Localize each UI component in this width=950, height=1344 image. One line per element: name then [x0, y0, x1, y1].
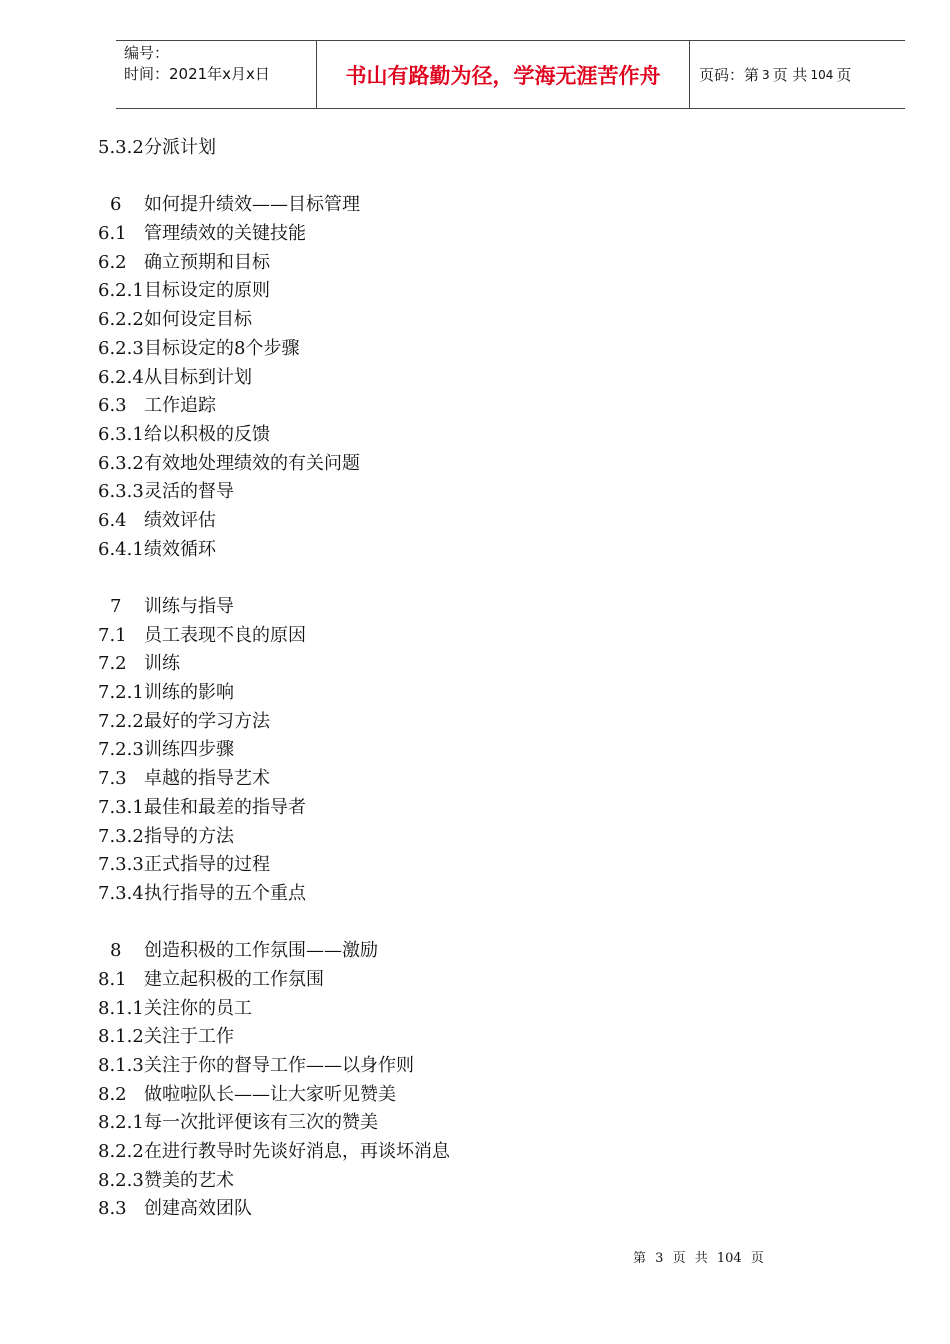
footer-p2: 页 [672, 1251, 686, 1266]
toc-entry-title: 在进行教导时先谈好消息，再谈坏消息 [144, 1141, 450, 1163]
toc-entry-number: 7.3.3 [98, 854, 144, 876]
toc-entry [98, 650, 798, 679]
toc-entry [98, 966, 798, 995]
toc-entry [98, 249, 798, 278]
toc-entry-title: 创造积极的工作氛围——激励 [144, 940, 378, 962]
toc-entry [98, 1167, 798, 1196]
table-of-contents [98, 134, 798, 1224]
toc-entry [98, 507, 798, 536]
toc-entry-number: 7.2.1 [98, 682, 144, 704]
toc-entry-title: 执行指导的五个重点 [144, 882, 306, 904]
toc-entry-title: 指导的方法 [144, 825, 234, 847]
footer-current: 3 [655, 1251, 664, 1266]
toc-entry-number: 6.2.2 [98, 309, 144, 331]
toc-entry [98, 1023, 798, 1052]
toc-entry-title: 训练四步骤 [144, 739, 234, 761]
toc-entry-number: 6 [110, 194, 122, 216]
footer-p1: 第 [633, 1251, 647, 1266]
toc-entry-title: 分派计划 [144, 137, 216, 158]
toc-spacer [98, 909, 798, 938]
toc-entry-number: 7.3.2 [98, 825, 144, 847]
toc-entry [98, 1138, 798, 1167]
page-total: 104 [810, 67, 834, 82]
toc-entry-number: 5.3.2 [98, 137, 144, 158]
toc-entry-title: 确立预期和目标 [144, 251, 270, 273]
toc-entry-number: 8.2.2 [98, 1141, 144, 1163]
doc-time-label: 时间：2021年x月x日 [124, 65, 270, 83]
toc-entry-number: 8 [110, 940, 122, 962]
toc-entry-title: 最佳和最差的指导者 [144, 796, 306, 818]
toc-entry [98, 823, 798, 852]
toc-entry-title: 绩效循环 [144, 538, 216, 560]
toc-entry-title: 训练的影响 [144, 682, 234, 704]
toc-entry-number: 6.3.2 [98, 452, 144, 474]
page-suffix: 页 [836, 66, 852, 84]
toc-entry [98, 736, 798, 765]
toc-entry-title: 卓越的指导艺术 [144, 768, 270, 790]
page-header [116, 40, 905, 109]
toc-entry-number: 8.1.3 [98, 1055, 144, 1076]
header-page-info [690, 41, 905, 108]
toc-entry-title: 做啦啦队长——让大家听见赞美 [144, 1083, 396, 1105]
toc-entry-title: 正式指导的过程 [144, 854, 270, 876]
toc-entry-number: 6.4.1 [98, 538, 144, 560]
toc-entry [98, 851, 798, 880]
toc-entry-number: 7.2 [98, 653, 127, 675]
toc-entry-title: 关注于你的督导工作——以身作则 [144, 1055, 414, 1076]
toc-entry [98, 277, 798, 306]
toc-entry-title: 如何设定目标 [144, 309, 252, 331]
toc-entry [98, 679, 798, 708]
toc-entry [98, 478, 798, 507]
toc-entry-number: 8.1 [98, 968, 127, 990]
toc-entry-title: 训练 [144, 653, 180, 675]
toc-entry [98, 708, 798, 737]
toc-entry-title: 灵活的督导 [144, 481, 234, 503]
toc-entry-title: 关注于工作 [144, 1026, 234, 1048]
toc-entry-title: 训练与指导 [144, 596, 234, 617]
toc-entry-number: 8.2.3 [98, 1169, 144, 1191]
toc-entry [98, 1195, 798, 1224]
toc-entry-title: 目标设定的原则 [144, 280, 270, 302]
toc-entry [98, 622, 798, 651]
toc-entry-number: 8.2.1 [98, 1112, 144, 1134]
toc-entry-number: 7.3 [98, 768, 127, 790]
page-mid: 页 共 [772, 66, 808, 84]
doc-number-label: 编号： [124, 44, 170, 62]
footer-p4: 页 [750, 1251, 764, 1266]
toc-entry-number: 6.3 [98, 395, 127, 417]
toc-entry-number: 6.2.1 [98, 280, 144, 302]
toc-entry [98, 421, 798, 450]
toc-entry-title: 员工表现不良的原因 [144, 624, 306, 646]
toc-entry-number: 6.3.1 [98, 423, 144, 445]
toc-entry-title: 工作追踪 [144, 395, 216, 417]
toc-entry [98, 995, 798, 1024]
toc-entry [98, 1052, 798, 1081]
header-meta [116, 41, 316, 108]
toc-entry-title: 给以积极的反馈 [144, 423, 270, 445]
toc-entry-title: 赞美的艺术 [144, 1169, 234, 1191]
toc-spacer [98, 163, 798, 192]
toc-entry [98, 392, 798, 421]
toc-entry-title: 每一次批评便该有三次的赞美 [144, 1112, 378, 1134]
toc-entry [98, 134, 798, 163]
toc-entry-number: 6.2 [98, 251, 127, 273]
toc-chapter [98, 937, 798, 966]
footer-p3: 共 [694, 1251, 708, 1266]
toc-chapter [98, 593, 798, 622]
toc-entry-title: 目标设定的8个步骤 [144, 337, 300, 359]
toc-entry-number: 6.4 [98, 509, 127, 531]
toc-entry-title: 绩效评估 [144, 509, 216, 531]
toc-entry-number: 6.3.3 [98, 481, 144, 503]
toc-entry-title: 如何提升绩效——目标管理 [144, 194, 360, 216]
toc-entry-number: 6.2.4 [98, 366, 144, 388]
header-motto: 书山有路勤为径，学海无涯苦作舟 [316, 41, 690, 108]
toc-entry-number: 6.1 [98, 223, 127, 245]
toc-entry-title: 建立起积极的工作氛围 [144, 968, 324, 990]
toc-entry [98, 1081, 798, 1110]
toc-spacer [98, 564, 798, 593]
toc-entry-title: 创建高效团队 [144, 1198, 252, 1220]
toc-entry [98, 1109, 798, 1138]
toc-entry-number: 7.2.2 [98, 710, 144, 732]
toc-entry [98, 794, 798, 823]
page-footer [633, 1247, 769, 1266]
toc-entry-number: 7.3.1 [98, 796, 144, 818]
toc-entry-title: 有效地处理绩效的有关问题 [144, 452, 360, 474]
toc-entry-title: 关注你的员工 [144, 997, 252, 1019]
toc-entry-number: 6.2.3 [98, 337, 144, 359]
toc-entry-number: 8.1.2 [98, 1026, 144, 1048]
toc-entry [98, 220, 798, 249]
toc-entry-number: 8.1.1 [98, 997, 144, 1019]
page-prefix: 页码：第 [699, 66, 760, 84]
toc-entry-number: 8.3 [98, 1198, 127, 1220]
toc-entry [98, 306, 798, 335]
toc-entry [98, 364, 798, 393]
toc-entry-title: 从目标到计划 [144, 366, 252, 388]
toc-entry [98, 765, 798, 794]
toc-entry-number: 7.2.3 [98, 739, 144, 761]
toc-entry-number: 7.3.4 [98, 882, 144, 904]
toc-chapter [98, 191, 798, 220]
toc-entry-number: 7 [110, 596, 122, 617]
toc-entry [98, 335, 798, 364]
footer-total: 104 [716, 1251, 742, 1266]
toc-entry-title: 管理绩效的关键技能 [144, 223, 306, 245]
toc-entry [98, 450, 798, 479]
toc-entry [98, 880, 798, 909]
toc-entry [98, 536, 798, 565]
toc-entry-number: 7.1 [98, 624, 127, 646]
toc-entry-number: 8.2 [98, 1083, 127, 1105]
page-current: 3 [762, 67, 770, 82]
toc-entry-title: 最好的学习方法 [144, 710, 270, 732]
